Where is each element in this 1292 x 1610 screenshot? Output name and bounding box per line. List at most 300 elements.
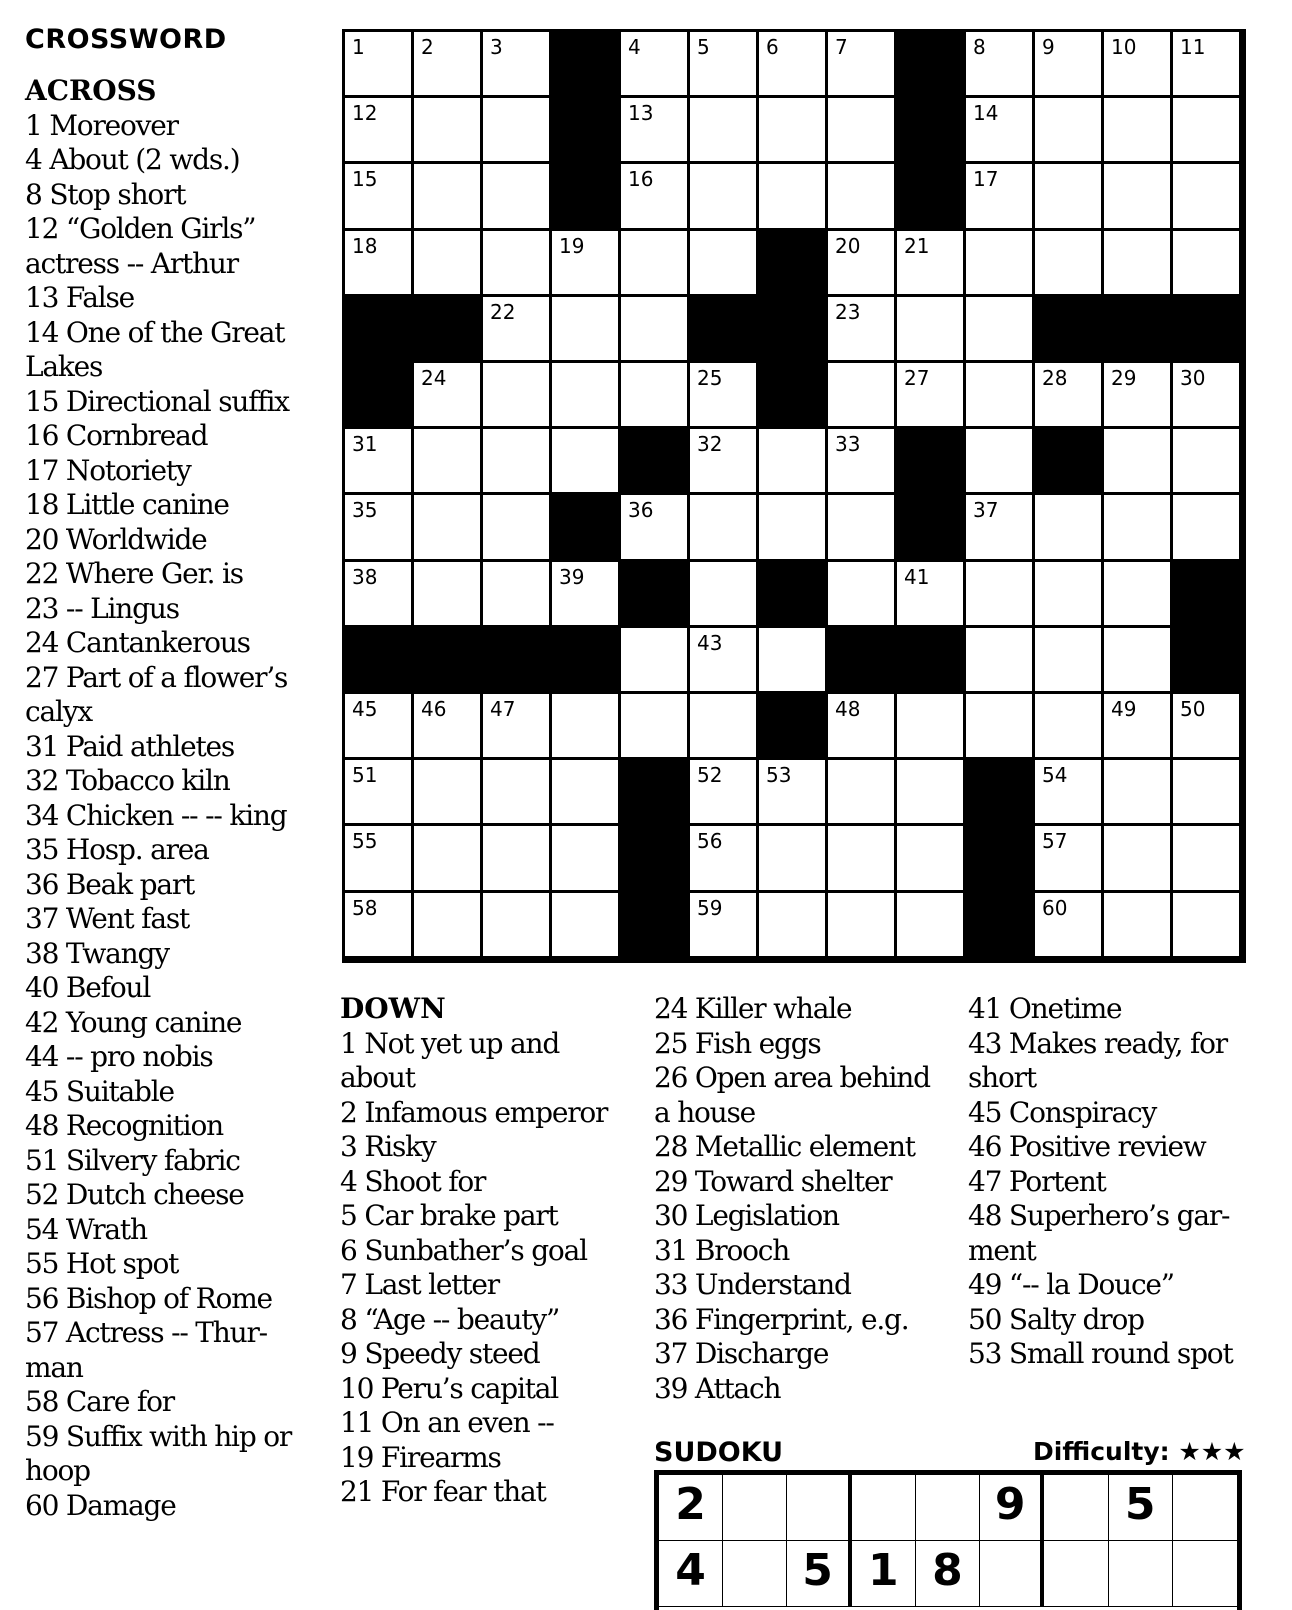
crossword-cell[interactable] [966, 628, 1032, 691]
black-square [345, 628, 411, 691]
crossword-cell[interactable] [1104, 562, 1170, 625]
clue-line: 35 Hosp. area [25, 833, 209, 866]
crossword-cell[interactable] [1173, 32, 1239, 95]
crossword-cell[interactable] [414, 164, 480, 227]
clue-line: ment [968, 1233, 1036, 1267]
sudoku-cell[interactable] [723, 1541, 787, 1607]
clue-line: 31 Brooch [654, 1233, 790, 1267]
clue-number: 51 [352, 763, 378, 788]
crossword-cell[interactable] [759, 98, 825, 161]
crossword-cell[interactable] [552, 893, 618, 956]
black-square [552, 32, 618, 95]
clue-number: 56 [697, 829, 723, 854]
down-clue-list-2 [654, 992, 930, 1406]
crossword-cell[interactable] [1035, 628, 1101, 691]
crossword-cell[interactable] [1173, 826, 1239, 889]
crossword-cell[interactable] [1104, 694, 1170, 757]
crossword-cell[interactable] [966, 231, 1032, 294]
crossword-cell[interactable] [345, 893, 411, 956]
black-square [621, 562, 687, 625]
crossword-cell[interactable] [690, 98, 756, 161]
black-square [1035, 429, 1101, 492]
crossword-cell[interactable] [345, 760, 411, 823]
crossword-cell[interactable] [828, 495, 894, 558]
clue-number: 25 [697, 366, 723, 390]
clue-line: 3 Risky [340, 1130, 436, 1163]
black-square [690, 297, 756, 360]
clue-number: 9 [1042, 35, 1055, 59]
crossword-cell[interactable] [759, 429, 825, 492]
clue-number: 11 [1180, 35, 1206, 59]
clue-number: 50 [1180, 697, 1206, 721]
clue-line: 54 Wrath [25, 1212, 147, 1246]
crossword-cell[interactable] [828, 231, 894, 294]
clue-line: 48 Superhero’s gar- [968, 1199, 1230, 1232]
crossword-cell[interactable] [483, 429, 549, 492]
sudoku-cell[interactable] [980, 1541, 1044, 1607]
clue-line: a house [654, 1095, 756, 1129]
crossword-cell[interactable] [690, 562, 756, 625]
crossword-cell[interactable] [1035, 363, 1101, 426]
black-square [966, 893, 1032, 956]
crossword-cell[interactable] [483, 562, 549, 625]
crossword-cell[interactable] [966, 32, 1032, 95]
crossword-cell[interactable] [552, 760, 618, 823]
crossword-cell[interactable] [552, 694, 618, 757]
crossword-cell[interactable] [483, 760, 549, 823]
clue-line: 4 About (2 wds.) [25, 143, 240, 176]
black-square [897, 32, 963, 95]
crossword-cell[interactable] [1104, 363, 1170, 426]
black-square [621, 429, 687, 492]
clue-line: 27 Part of a flower’s [25, 660, 288, 694]
black-square [897, 164, 963, 227]
clue-line: 31 Paid athletes [25, 729, 235, 763]
crossword-cell[interactable] [1104, 32, 1170, 95]
crossword-cell[interactable] [1173, 231, 1239, 294]
black-square [759, 363, 825, 426]
sudoku-cell[interactable] [787, 1475, 851, 1541]
crossword-cell[interactable] [759, 893, 825, 956]
clue-line: 37 Discharge [654, 1337, 829, 1370]
clue-line: 25 Fish eggs [654, 1026, 821, 1060]
clue-line: 55 Hot spot [25, 1247, 179, 1280]
across-clues [25, 74, 325, 1523]
clue-number: 48 [835, 697, 861, 721]
clue-line: 21 For fear that [340, 1475, 546, 1508]
crossword-cell[interactable] [345, 562, 411, 625]
crossword-cell[interactable] [345, 164, 411, 227]
crossword-cell[interactable] [1104, 231, 1170, 294]
crossword-cell[interactable] [1035, 164, 1101, 227]
crossword-cell[interactable] [1173, 760, 1239, 823]
sudoku-cell[interactable] [1109, 1541, 1173, 1607]
crossword-cell[interactable] [690, 363, 756, 426]
black-square [828, 628, 894, 691]
clue-line: 42 Young canine [25, 1005, 242, 1039]
crossword-cell[interactable] [759, 164, 825, 227]
crossword-cell[interactable] [483, 495, 549, 558]
crossword-cell[interactable] [1173, 363, 1239, 426]
clue-line: 51 Silvery fabric [25, 1143, 240, 1177]
clue-number: 2 [421, 35, 434, 59]
clue-line: 1 Moreover [25, 108, 178, 142]
crossword-cell[interactable] [1104, 893, 1170, 956]
sudoku-cell[interactable] [1173, 1475, 1237, 1541]
across-clue-list [25, 109, 325, 1524]
crossword-cell[interactable] [690, 893, 756, 956]
clue-number: 3 [490, 35, 503, 59]
down-clue-list-1 [340, 1027, 607, 1510]
clue-line: 32 Tobacco kiln [25, 764, 230, 797]
crossword-cell[interactable] [414, 231, 480, 294]
crossword-cell[interactable] [690, 32, 756, 95]
crossword-cell[interactable] [1104, 760, 1170, 823]
crossword-cell[interactable] [621, 495, 687, 558]
crossword-cell[interactable] [828, 297, 894, 360]
crossword-cell[interactable] [828, 760, 894, 823]
clue-line: 10 Peru’s capital [340, 1371, 559, 1405]
crossword-cell[interactable] [414, 826, 480, 889]
crossword-cell[interactable] [345, 98, 411, 161]
crossword-grid [342, 29, 1246, 963]
crossword-cell[interactable] [897, 694, 963, 757]
clue-line: 13 False [25, 281, 135, 314]
crossword-cell[interactable] [1035, 98, 1101, 161]
crossword-cell[interactable] [483, 694, 549, 757]
clue-line: 33 Understand [654, 1268, 851, 1301]
crossword-cell[interactable] [1173, 893, 1239, 956]
clue-line: hoop [25, 1454, 90, 1487]
crossword-cell[interactable] [483, 363, 549, 426]
clue-line: 14 One of the Great [25, 315, 285, 349]
crossword-cell[interactable] [414, 363, 480, 426]
down-clues-column-2 [654, 992, 930, 1406]
black-square [414, 297, 480, 360]
crossword-cell[interactable] [414, 562, 480, 625]
crossword-cell[interactable] [621, 297, 687, 360]
clue-line: 22 Where Ger. is [25, 557, 243, 590]
clue-number: 39 [559, 564, 585, 589]
crossword-cell[interactable] [759, 32, 825, 95]
crossword-cell[interactable] [345, 429, 411, 492]
crossword-cell[interactable] [828, 826, 894, 889]
crossword-cell[interactable] [1035, 32, 1101, 95]
crossword-cell[interactable] [759, 628, 825, 691]
black-square [1173, 297, 1239, 360]
crossword-cell[interactable] [1035, 562, 1101, 625]
clue-line: 20 Worldwide [25, 522, 207, 556]
sudoku-cell[interactable] [916, 1475, 980, 1541]
crossword-cell[interactable] [690, 231, 756, 294]
crossword-cell[interactable] [621, 694, 687, 757]
sudoku-cell[interactable]: 1 [852, 1541, 916, 1607]
black-square [345, 363, 411, 426]
crossword-cell[interactable] [621, 164, 687, 227]
clue-number: 17 [973, 167, 999, 192]
crossword-cell[interactable] [483, 893, 549, 956]
clue-number: 22 [490, 299, 516, 324]
crossword-cell[interactable] [621, 32, 687, 95]
clue-number: 8 [973, 35, 986, 59]
sudoku-cell[interactable]: 5 [787, 1541, 851, 1607]
crossword-cell[interactable] [552, 429, 618, 492]
crossword-cell[interactable] [690, 164, 756, 227]
clue-line: 44 -- pro nobis [25, 1040, 213, 1073]
crossword-cell[interactable] [414, 760, 480, 823]
crossword-cell[interactable] [966, 363, 1032, 426]
black-square [552, 628, 618, 691]
crossword-cell[interactable] [1173, 429, 1239, 492]
clue-line: 36 Fingerprint, e.g. [654, 1302, 909, 1336]
crossword-cell[interactable] [1035, 694, 1101, 757]
clue-line: 15 Directional suffix [25, 384, 289, 418]
crossword-cell[interactable] [552, 562, 618, 625]
crossword-cell[interactable] [1035, 760, 1101, 823]
clue-line: 7 Last letter [340, 1268, 499, 1301]
sudoku-cell[interactable]: 8 [916, 1541, 980, 1607]
sudoku-cell[interactable] [852, 1475, 916, 1541]
clue-number: 24 [421, 366, 447, 390]
clue-line: 24 Killer whale [654, 992, 852, 1025]
crossword-cell[interactable] [1104, 628, 1170, 691]
sudoku-cell[interactable]: 9 [980, 1475, 1044, 1541]
clue-number: 19 [559, 233, 585, 258]
crossword-cell[interactable] [552, 826, 618, 889]
clue-line: 46 Positive review [968, 1130, 1206, 1163]
clue-number: 7 [835, 35, 848, 59]
crossword-cell[interactable] [828, 694, 894, 757]
clue-number: 60 [1042, 895, 1068, 920]
clue-number: 27 [904, 366, 930, 390]
crossword-cell[interactable] [1173, 98, 1239, 161]
sudoku-cell[interactable] [723, 1475, 787, 1541]
crossword-cell[interactable] [483, 98, 549, 161]
crossword-cell[interactable] [621, 628, 687, 691]
crossword-cell[interactable] [828, 429, 894, 492]
clue-number: 20 [835, 233, 861, 258]
clue-line: actress -- Arthur [25, 246, 238, 280]
clue-number: 15 [352, 167, 378, 192]
clue-line: 16 Cornbread [25, 419, 208, 452]
sudoku-cell[interactable] [1173, 1541, 1237, 1607]
black-square [621, 826, 687, 889]
clue-line: 1 Not yet up and [340, 1026, 560, 1060]
clue-line: 36 Beak part [25, 867, 195, 901]
crossword-cell[interactable] [690, 429, 756, 492]
clue-line: 43 Makes ready, for [968, 1026, 1227, 1060]
clue-line: 60 Damage [25, 1488, 176, 1522]
across-heading: ACROSS [25, 74, 157, 107]
black-square [759, 562, 825, 625]
clue-number: 12 [352, 101, 378, 126]
black-square [1104, 297, 1170, 360]
crossword-cell[interactable] [828, 164, 894, 227]
crossword-cell[interactable] [345, 694, 411, 757]
clue-number: 59 [697, 895, 723, 920]
clue-number: 28 [1042, 366, 1068, 390]
sudoku-difficulty: Difficulty: ★★★ [1033, 1437, 1246, 1466]
crossword-cell[interactable] [966, 98, 1032, 161]
clue-number: 37 [973, 498, 999, 523]
crossword-cell[interactable] [897, 231, 963, 294]
crossword-cell[interactable] [690, 694, 756, 757]
black-square [759, 694, 825, 757]
clue-line: 9 Speedy steed [340, 1337, 540, 1370]
clue-line: 45 Suitable [25, 1074, 174, 1108]
crossword-cell[interactable] [1104, 495, 1170, 558]
crossword-cell[interactable] [1104, 429, 1170, 492]
clue-line: 2 Infamous emperor [340, 1095, 608, 1129]
clue-line: 30 Legislation [654, 1199, 839, 1232]
sudoku-cell[interactable] [1044, 1541, 1108, 1607]
clue-number: 41 [904, 564, 930, 589]
crossword-cell[interactable] [483, 297, 549, 360]
crossword-cell[interactable] [621, 363, 687, 426]
clue-number: 18 [352, 233, 378, 258]
crossword-cell[interactable] [414, 694, 480, 757]
crossword-cell[interactable] [966, 694, 1032, 757]
crossword-cell[interactable] [345, 826, 411, 889]
crossword-cell[interactable] [483, 231, 549, 294]
crossword-cell[interactable] [1173, 164, 1239, 227]
clue-line: 29 Toward shelter [654, 1164, 892, 1198]
crossword-cell[interactable] [483, 164, 549, 227]
crossword-cell[interactable] [1104, 164, 1170, 227]
crossword-cell[interactable] [690, 628, 756, 691]
clue-line: 49 “-- la Douce” [968, 1268, 1174, 1301]
crossword-cell[interactable] [414, 495, 480, 558]
crossword-cell[interactable] [828, 32, 894, 95]
clue-number: 32 [697, 432, 723, 457]
clue-number: 29 [1111, 366, 1137, 390]
clue-number: 45 [352, 697, 378, 721]
clue-line: 41 Onetime [968, 992, 1122, 1025]
clue-line: 53 Small round spot [968, 1337, 1233, 1370]
clue-number: 35 [352, 498, 378, 523]
crossword-cell[interactable] [1104, 98, 1170, 161]
crossword-cell[interactable] [414, 98, 480, 161]
clue-number: 43 [697, 630, 723, 655]
crossword-cell[interactable] [828, 98, 894, 161]
crossword-cell[interactable] [966, 495, 1032, 558]
crossword-cell[interactable] [345, 32, 411, 95]
crossword-cell[interactable] [1035, 495, 1101, 558]
crossword-cell[interactable] [759, 826, 825, 889]
crossword-cell[interactable] [621, 231, 687, 294]
black-square [966, 826, 1032, 889]
crossword-cell[interactable] [759, 495, 825, 558]
clue-line: 11 On an even -- [340, 1406, 554, 1439]
crossword-cell[interactable] [621, 98, 687, 161]
clue-number: 10 [1111, 35, 1137, 59]
crossword-cell[interactable] [759, 760, 825, 823]
clue-number: 49 [1111, 697, 1137, 721]
crossword-cell[interactable] [966, 164, 1032, 227]
crossword-cell[interactable] [483, 826, 549, 889]
crossword-cell[interactable] [828, 363, 894, 426]
crossword-cell[interactable] [1104, 826, 1170, 889]
crossword-cell[interactable] [414, 32, 480, 95]
down-clues-column-3 [968, 992, 1233, 1372]
crossword-cell[interactable] [345, 495, 411, 558]
crossword-cell[interactable] [897, 893, 963, 956]
crossword-cell[interactable] [1035, 826, 1101, 889]
crossword-cell[interactable] [414, 429, 480, 492]
clue-line: 12 “Golden Girls” [25, 212, 256, 245]
clue-line: 56 Bishop of Rome [25, 1281, 272, 1315]
black-square [759, 231, 825, 294]
crossword-cell[interactable] [690, 826, 756, 889]
sudoku-cell[interactable] [1044, 1475, 1108, 1541]
black-square [897, 628, 963, 691]
black-square [552, 98, 618, 161]
clue-line: 40 Befoul [25, 971, 151, 1004]
black-square [897, 495, 963, 558]
crossword-cell[interactable] [552, 231, 618, 294]
crossword-cell[interactable] [828, 893, 894, 956]
clue-line: man [25, 1350, 83, 1384]
crossword-cell[interactable] [552, 363, 618, 426]
clue-number: 30 [1180, 366, 1206, 390]
crossword-cell[interactable] [966, 297, 1032, 360]
crossword-cell[interactable] [1035, 231, 1101, 294]
crossword-cell[interactable] [690, 495, 756, 558]
black-square [345, 297, 411, 360]
sudoku-cell[interactable]: 2 [659, 1475, 723, 1541]
clue-line: Lakes [25, 350, 103, 383]
clue-line: 34 Chicken -- -- king [25, 798, 287, 832]
clue-line: 5 Car brake part [340, 1199, 558, 1232]
crossword-cell[interactable] [552, 297, 618, 360]
clue-number: 1 [352, 35, 365, 59]
crossword-cell[interactable] [966, 429, 1032, 492]
crossword-cell[interactable] [345, 231, 411, 294]
sudoku-cell[interactable]: 4 [659, 1541, 723, 1607]
black-square [1173, 628, 1239, 691]
clue-line: 57 Actress -- Thur- [25, 1316, 267, 1349]
clue-line: 59 Suffix with hip or [25, 1419, 292, 1453]
crossword-cell[interactable] [414, 893, 480, 956]
crossword-cell[interactable] [690, 760, 756, 823]
crossword-cell[interactable] [1173, 694, 1239, 757]
clue-line: 37 Went fast [25, 902, 190, 935]
crossword-cell[interactable] [1173, 495, 1239, 558]
crossword-cell[interactable] [897, 363, 963, 426]
black-square [1035, 297, 1101, 360]
clue-number: 14 [973, 101, 999, 126]
crossword-cell[interactable] [966, 562, 1032, 625]
clue-number: 13 [628, 101, 654, 126]
crossword-cell[interactable] [897, 760, 963, 823]
clue-number: 57 [1042, 829, 1068, 854]
clue-number: 47 [490, 697, 516, 721]
down-clue-list-3 [968, 992, 1233, 1372]
crossword-cell[interactable] [897, 562, 963, 625]
crossword-cell[interactable] [1035, 893, 1101, 956]
clue-line: 8 “Age -- beauty” [340, 1302, 560, 1336]
crossword-cell[interactable] [897, 297, 963, 360]
black-square [759, 297, 825, 360]
crossword-cell[interactable] [828, 562, 894, 625]
crossword-cell[interactable] [483, 32, 549, 95]
black-square [621, 893, 687, 956]
clue-line: 8 Stop short [25, 177, 186, 211]
crossword-cell[interactable] [897, 826, 963, 889]
sudoku-cell[interactable]: 5 [1109, 1475, 1173, 1541]
clue-line: calyx [25, 695, 92, 728]
clue-number: 53 [766, 763, 792, 788]
